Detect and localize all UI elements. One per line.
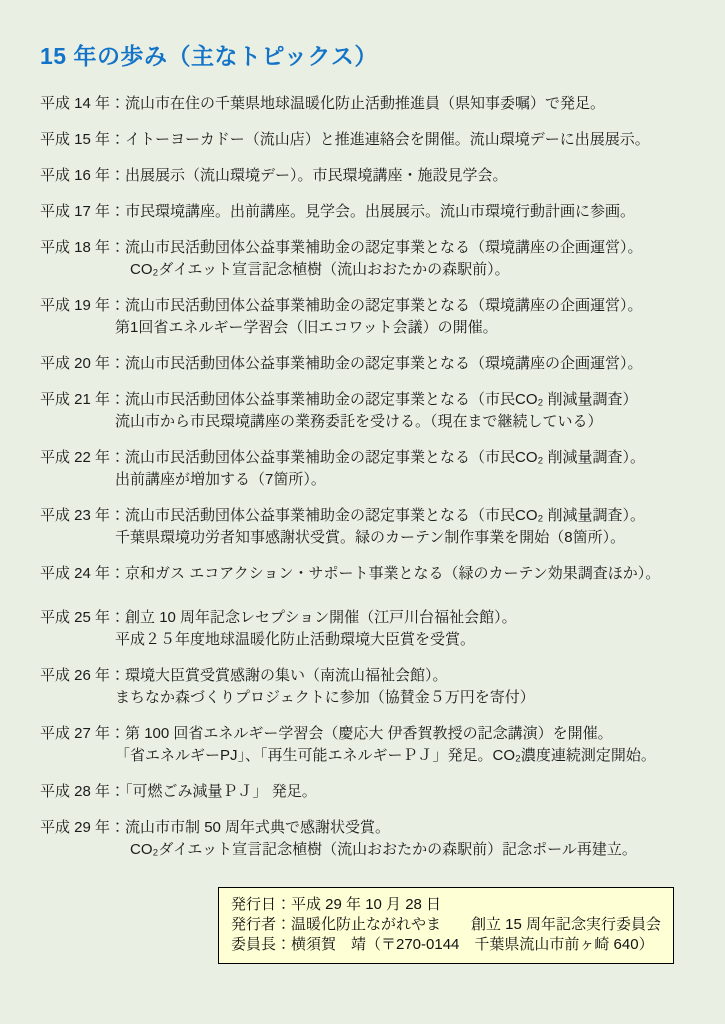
timeline-entry-h25	[40, 607, 695, 651]
entry-line: 流山市民活動団体公益事業補助金の認定事業となる（環境講座の企画運営）。	[125, 355, 643, 372]
timeline-entry-h29	[40, 817, 695, 861]
timeline-entry-h19	[40, 295, 695, 339]
entry-line: 「可燃ごみ減量ＰＪ」 発足。	[125, 783, 317, 800]
colophon-box	[218, 887, 674, 964]
timeline-entry-h22	[40, 447, 695, 491]
entry-line: 流山市民活動団体公益事業補助金の認定事業となる（市民CO₂ 削減量調査）。	[125, 507, 646, 524]
entry-year: 平成 23 年：	[40, 507, 126, 524]
entry-year: 平成 17 年：	[40, 203, 126, 220]
entry-year: 平成 18 年：	[40, 239, 126, 256]
colophon-publisher: 発行者：温暖化防止ながれやま 創立 15 周年記念実行委員会	[231, 916, 662, 933]
timeline-entry-h21	[40, 389, 695, 433]
entry-year: 平成 29 年：	[40, 819, 126, 836]
page-title: 15 年の歩み（主なトピックス）	[40, 43, 378, 69]
entry-year: 平成 28 年：	[40, 783, 126, 800]
entry-line: 流山市民活動団体公益事業補助金の認定事業となる（環境講座の企画運営）。	[125, 239, 643, 256]
timeline-entry-h28	[40, 781, 695, 803]
timeline-entry-h20	[40, 353, 695, 375]
timeline-entry-h23	[40, 505, 695, 549]
entry-line: CO₂ダイエット宣言記念植樹（流山おおたかの森駅前）。	[130, 261, 510, 278]
entry-line: CO₂ダイエット宣言記念植樹（流山おおたかの森駅前）記念ポール再建立。	[130, 841, 637, 858]
entry-line: 流山市民活動団体公益事業補助金の認定事業となる（環境講座の企画運営）。	[125, 297, 643, 314]
entry-year: 平成 15 年：	[40, 131, 126, 148]
entry-line: 創立 10 周年記念レセプション開催（江戸川台福祉会館）。	[125, 609, 517, 626]
entry-year: 平成 20 年：	[40, 355, 126, 372]
entry-line: まちなか森づくりプロジェクトに参加（協賛金５万円を寄付）	[115, 689, 535, 706]
entry-year: 平成 25 年：	[40, 609, 126, 626]
entry-year: 平成 26 年：	[40, 667, 126, 684]
entry-line: 「省エネルギーPJ」、「再生可能エネルギーＰＪ」発足。CO₂濃度連続測定開始。	[115, 747, 656, 764]
entry-year: 平成 14 年：	[40, 95, 126, 112]
entry-year: 平成 22 年：	[40, 449, 126, 466]
entry-line: 流山市から市民環境講座の業務委託を受ける。（現在まで継続している）	[115, 413, 603, 430]
timeline-entry-h27	[40, 723, 695, 767]
entry-year: 平成 24 年：	[40, 565, 126, 582]
entry-line: 平成２５年度地球温暖化防止活動環境大臣賞を受賞。	[115, 631, 476, 648]
entry-line: 第 100 回省エネルギー学習会（慶応大 伊香賀教授の記念講演）を開催。	[125, 725, 613, 742]
timeline-entry-h14	[40, 93, 695, 115]
colophon-issue-date: 発行日：平成 29 年 10 月 28 日	[231, 896, 442, 913]
timeline	[40, 93, 695, 861]
entry-line: 第1回省エネルギー学習会（旧エコワット会議）の開催。	[115, 319, 498, 336]
timeline-entry-h16	[40, 165, 695, 187]
entry-line: 出前講座が増加する（7箇所）。	[115, 471, 326, 488]
entry-line: 流山市在住の千葉県地球温暖化防止活動推進員（県知事委嘱）で発足。	[125, 95, 606, 112]
entry-year: 平成 16 年：	[40, 167, 126, 184]
entry-line: 流山市民活動団体公益事業補助金の認定事業となる（市民CO₂ 削減量調査）	[125, 391, 638, 408]
entry-line: 市民環境講座。出前講座。見学会。出展展示。流山市環境行動計画に参画。	[125, 203, 636, 220]
entry-year: 平成 27 年：	[40, 725, 126, 742]
entry-year: 平成 21 年：	[40, 391, 126, 408]
entry-year: 平成 19 年：	[40, 297, 126, 314]
entry-line: 出展展示（流山環境デー）。市民環境講座・施設見学会。	[125, 167, 508, 184]
colophon-chairperson: 委員長：横須賀 靖（〒270-0144 千葉県流山市前ヶ崎 640）	[231, 936, 654, 953]
entry-line: 環境大臣賞受賞感謝の集い（南流山福祉会館）。	[125, 667, 448, 684]
timeline-entry-h24	[40, 563, 695, 585]
timeline-entry-h15	[40, 129, 695, 151]
entry-line: 流山市民活動団体公益事業補助金の認定事業となる（市民CO₂ 削減量調査）。	[125, 449, 646, 466]
entry-line: イトーヨーカドー（流山店）と推進連絡会を開催。流山環境デーに出展展示。	[125, 131, 650, 148]
entry-line: 京和ガス エコアクション・サポート事業となる（緑のカーテン効果調査ほか）。	[125, 565, 661, 582]
timeline-entry-h17	[40, 201, 695, 223]
timeline-entry-h18	[40, 237, 695, 281]
entry-line: 流山市市制 50 周年式典で感謝状受賞。	[125, 819, 391, 836]
entry-line: 千葉県環境功労者知事感謝状受賞。緑のカーテン制作事業を開始（8箇所）。	[115, 529, 626, 546]
timeline-entry-h26	[40, 665, 695, 709]
